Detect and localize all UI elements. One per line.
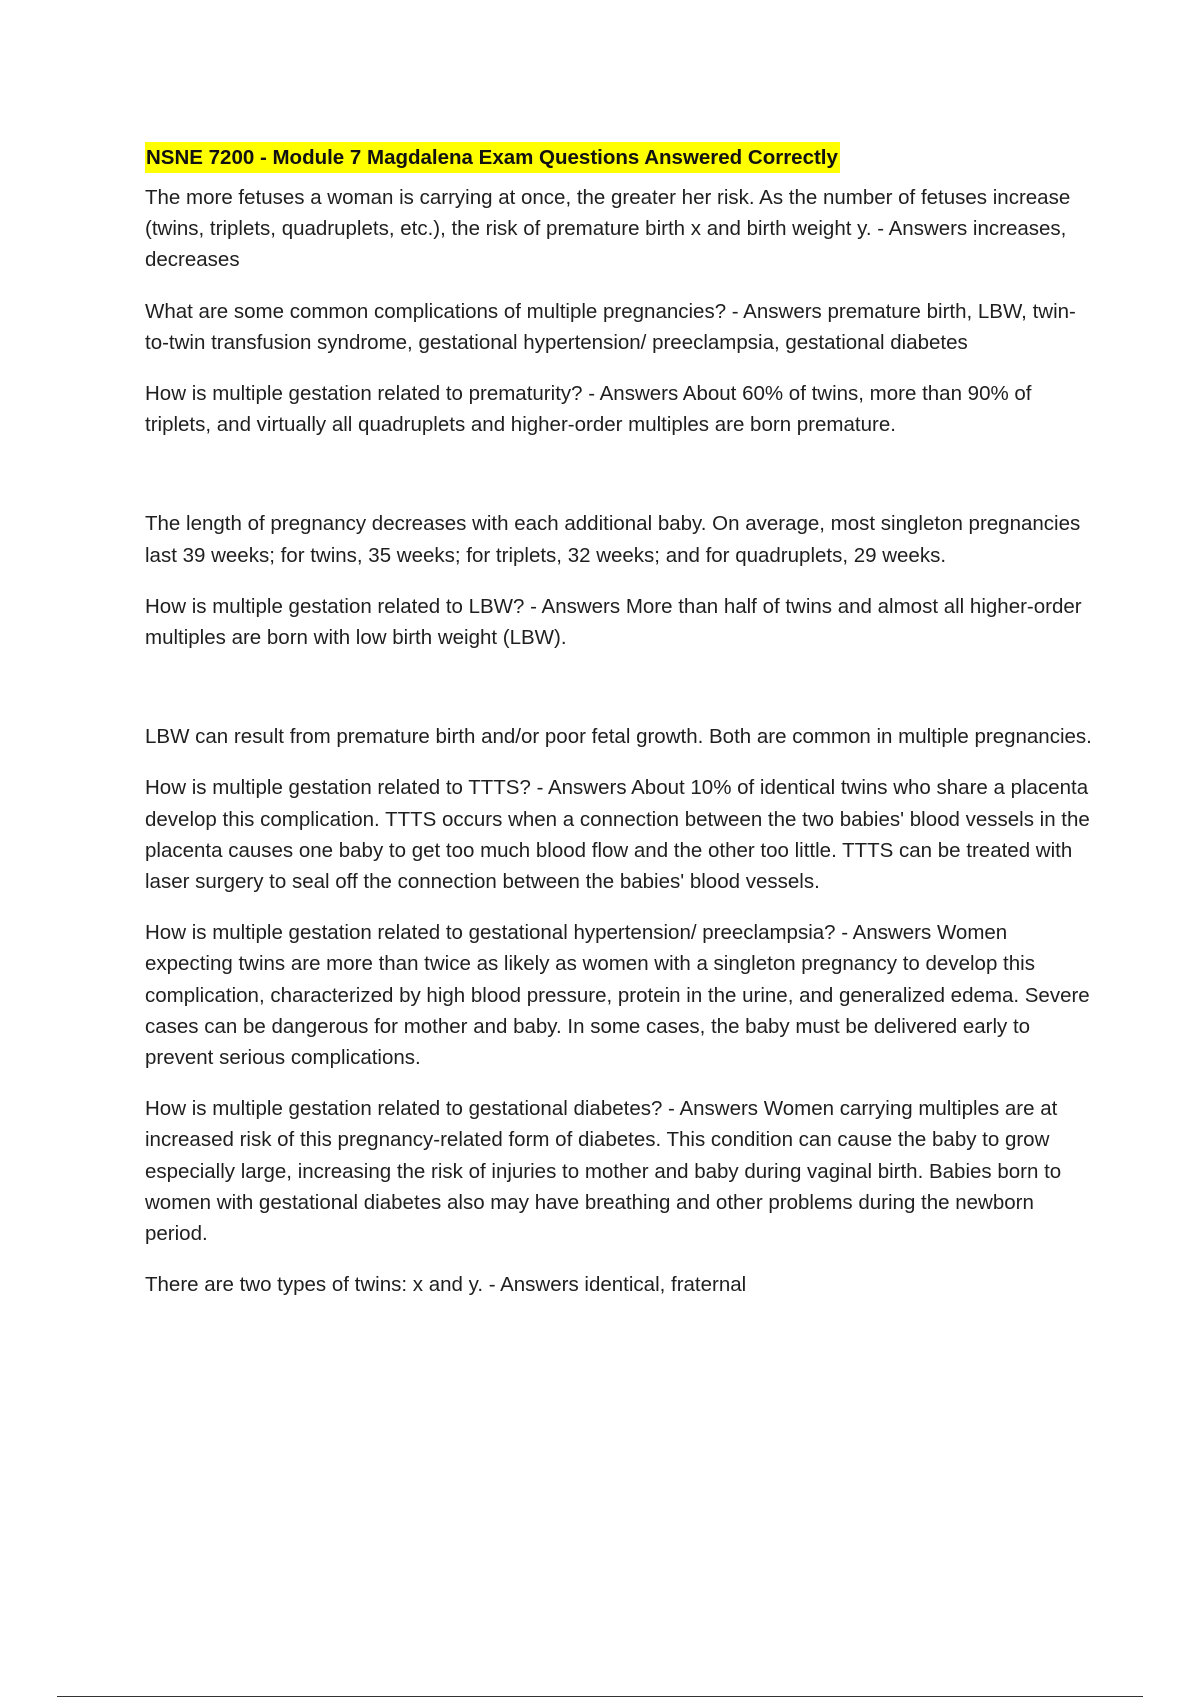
qa-ttts: How is multiple gestation related to TTTS? - Answers About 10% of identical twins who share a placenta develop this complication. TTTS occurs when a connection between the two babies' blood vessels in the placenta causes one baby to get too much blood flow and the other too little. TTTS can be treated with laser surgery to seal off the connection between the babies' blood vessels. <box>145 776 1090 894</box>
document-title: NSNE 7200 - Module 7 Magdalena Exam Questions Answered Correctly <box>145 142 840 173</box>
qa-twin-types: There are two types of twins: x and y. - Answers identical, fraternal <box>145 1273 747 1297</box>
page-bottom-divider <box>57 1696 1143 1697</box>
qa-gestational-diabetes: How is multiple gestation related to gestational diabetes? - Answers Women carrying multiples are at increased risk of this pregnancy-related form of diabetes. This condition can cause the baby to grow especially large, increasing the risk of injuries to mother and baby during vaginal birth. Babies born to women with gestational diabetes also may have breathing and other problems during the newborn period. <box>145 1097 1062 1246</box>
qa-common-complications: What are some common complications of multiple pregnancies? - Answers premature birth, LBW, twin-to-twin transfusion syndrome, gestational hypertension/ preeclampsia, gestational diabetes <box>145 299 1076 354</box>
qa-prematurity: How is multiple gestation related to prematurity? - Answers About 60% of twins, more than 90% of triplets, and virtually all quadruplets and higher-order multiples are born premature. <box>145 382 1032 437</box>
qa-increases-decreases: The more fetuses a woman is carrying at once, the greater her risk. As the number of fetuses increase (twins, triplets, quadruplets, etc.), the risk of premature birth x and birth weight y. - Answers increases, decreases <box>145 186 1071 272</box>
note-lbw-causes: LBW can result from premature birth and/or poor fetal growth. Both are common in multiple pregnancies. <box>145 725 1092 749</box>
document-body <box>145 142 1095 1320</box>
note-pregnancy-length: The length of pregnancy decreases with each additional baby. On average, most singleton pregnancies last 39 weeks; for twins, 35 weeks; for triplets, 32 weeks; and for quadruplets, 29 weeks. <box>145 512 1081 567</box>
qa-lbw: How is multiple gestation related to LBW? - Answers More than half of twins and almost all higher-order multiples are born with low birth weight (LBW). <box>145 594 1082 650</box>
qa-hypertension-preeclampsia: How is multiple gestation related to gestational hypertension/ preeclampsia? - Answers Women expecting twins are more than twice as likely as women with a singleton pregnancy to develop this complication, characterized by high blood pressure, protein in the urine, and generalized edema. Severe cases can be dangerous for mother and baby. In some cases, the baby must be delivered early to prevent serious complications. <box>145 921 1090 1070</box>
